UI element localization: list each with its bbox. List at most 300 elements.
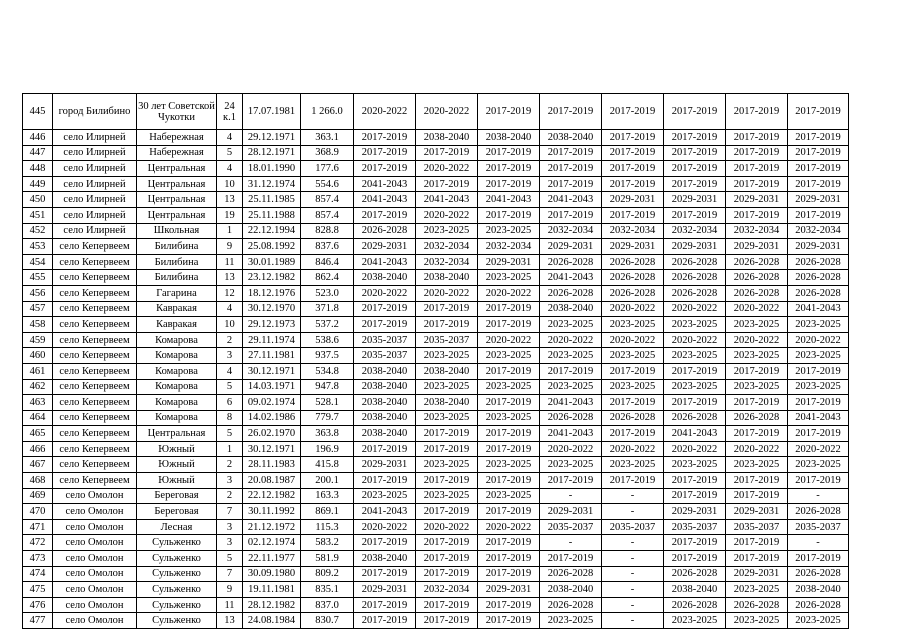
cell-period-2: 2023-2025 [416, 488, 478, 504]
cell-commissioning-date: 25.08.1992 [243, 239, 301, 255]
cell-row-number: 451 [23, 207, 53, 223]
cell-period-5: 2026-2028 [602, 270, 664, 286]
cell-period-5: 2023-2025 [602, 317, 664, 333]
cell-area: 115.3 [301, 519, 354, 535]
cell-street: Центральная [137, 176, 217, 192]
cell-row-number: 474 [23, 566, 53, 582]
cell-period-5: 2023-2025 [602, 348, 664, 364]
cell-period-4: 2023-2025 [540, 317, 602, 333]
cell-commissioning-date: 23.12.1982 [243, 270, 301, 286]
cell-period-4: - [540, 535, 602, 551]
cell-period-4: 2023-2025 [540, 457, 602, 473]
table-row [23, 504, 849, 520]
cell-period-6: 2023-2025 [664, 379, 726, 395]
cell-commissioning-date: 21.12.1972 [243, 519, 301, 535]
cell-settlement: село Омолон [53, 488, 137, 504]
cell-period-6: 2026-2028 [664, 285, 726, 301]
cell-period-7: 2017-2019 [726, 94, 788, 130]
cell-period-3: 2017-2019 [478, 613, 540, 629]
cell-area: 581.9 [301, 551, 354, 567]
table-row [23, 395, 849, 411]
cell-commissioning-date: 22.12.1982 [243, 488, 301, 504]
cell-period-3: 2017-2019 [478, 441, 540, 457]
cell-settlement: село Илирней [53, 176, 137, 192]
cell-street: Сульженко [137, 551, 217, 567]
cell-house-number: 9 [217, 239, 243, 255]
cell-period-5: 2029-2031 [602, 239, 664, 255]
table-row [23, 130, 849, 146]
cell-commissioning-date: 27.11.1981 [243, 348, 301, 364]
cell-period-5: - [602, 488, 664, 504]
cell-period-6: 2029-2031 [664, 239, 726, 255]
cell-period-1: 2038-2040 [354, 551, 416, 567]
cell-house-number: 12 [217, 285, 243, 301]
cell-period-7: 2026-2028 [726, 410, 788, 426]
cell-commissioning-date: 22.12.1994 [243, 223, 301, 239]
cell-commissioning-date: 18.12.1976 [243, 285, 301, 301]
cell-period-1: 2017-2019 [354, 207, 416, 223]
cell-period-4: 2017-2019 [540, 161, 602, 177]
cell-street: Комарова [137, 348, 217, 364]
cell-period-6: 2017-2019 [664, 176, 726, 192]
cell-commissioning-date: 25.11.1985 [243, 192, 301, 208]
cell-settlement: село Омолон [53, 597, 137, 613]
cell-street: Береговая [137, 504, 217, 520]
cell-period-1: 2038-2040 [354, 395, 416, 411]
cell-period-7: 2017-2019 [726, 426, 788, 442]
cell-period-5: - [602, 504, 664, 520]
cell-period-4: 2038-2040 [540, 130, 602, 146]
cell-period-3: 2017-2019 [478, 161, 540, 177]
cell-period-7: 2035-2037 [726, 519, 788, 535]
cell-row-number: 446 [23, 130, 53, 146]
cell-period-1: 2017-2019 [354, 613, 416, 629]
cell-commissioning-date: 29.11.1974 [243, 332, 301, 348]
cell-period-6: 2029-2031 [664, 504, 726, 520]
cell-period-1: 2017-2019 [354, 597, 416, 613]
cell-street: Южный [137, 457, 217, 473]
table-row [23, 457, 849, 473]
cell-period-5: - [602, 597, 664, 613]
cell-period-7: 2029-2031 [726, 504, 788, 520]
cell-area: 869.1 [301, 504, 354, 520]
cell-period-1: 2017-2019 [354, 161, 416, 177]
cell-house-number: 11 [217, 254, 243, 270]
cell-period-8: 2017-2019 [788, 426, 849, 442]
cell-house-number: 3 [217, 519, 243, 535]
cell-period-7: 2023-2025 [726, 613, 788, 629]
cell-street: Сульженко [137, 535, 217, 551]
cell-period-4: 2041-2043 [540, 426, 602, 442]
cell-period-2: 2023-2025 [416, 410, 478, 426]
cell-period-6: 2017-2019 [664, 94, 726, 130]
cell-period-8: 2023-2025 [788, 317, 849, 333]
cell-period-3: 2023-2025 [478, 457, 540, 473]
cell-period-8: 2017-2019 [788, 145, 849, 161]
cell-period-4: 2026-2028 [540, 597, 602, 613]
cell-period-6: 2017-2019 [664, 207, 726, 223]
cell-period-4: 2038-2040 [540, 301, 602, 317]
cell-period-3: 2017-2019 [478, 535, 540, 551]
cell-street: Комарова [137, 363, 217, 379]
cell-period-2: 2017-2019 [416, 176, 478, 192]
cell-period-7: 2020-2022 [726, 332, 788, 348]
cell-period-2: 2017-2019 [416, 597, 478, 613]
cell-period-1: 2038-2040 [354, 410, 416, 426]
cell-row-number: 457 [23, 301, 53, 317]
cell-period-5: 2020-2022 [602, 441, 664, 457]
cell-period-2: 2020-2022 [416, 94, 478, 130]
cell-settlement: село Кепервеем [53, 332, 137, 348]
cell-period-2: 2017-2019 [416, 535, 478, 551]
table-row [23, 207, 849, 223]
cell-house-number: 4 [217, 130, 243, 146]
cell-period-1: 2017-2019 [354, 130, 416, 146]
cell-commissioning-date: 28.12.1982 [243, 597, 301, 613]
cell-period-2: 2017-2019 [416, 613, 478, 629]
cell-area: 846.4 [301, 254, 354, 270]
cell-period-7: 2017-2019 [726, 176, 788, 192]
cell-row-number: 460 [23, 348, 53, 364]
cell-commissioning-date: 29.12.1971 [243, 130, 301, 146]
cell-period-4: 2017-2019 [540, 207, 602, 223]
cell-period-6: 2041-2043 [664, 426, 726, 442]
cell-area: 779.7 [301, 410, 354, 426]
cell-house-number: 19 [217, 207, 243, 223]
cell-period-7: 2020-2022 [726, 301, 788, 317]
cell-period-6: 2023-2025 [664, 317, 726, 333]
cell-period-7: 2026-2028 [726, 254, 788, 270]
table-row [23, 426, 849, 442]
cell-period-3: 2017-2019 [478, 597, 540, 613]
cell-period-7: 2017-2019 [726, 473, 788, 489]
cell-period-6: 2026-2028 [664, 597, 726, 613]
cell-period-6: 2026-2028 [664, 254, 726, 270]
cell-row-number: 456 [23, 285, 53, 301]
cell-period-7: 2026-2028 [726, 285, 788, 301]
cell-period-8: 2017-2019 [788, 130, 849, 146]
cell-period-6: 2017-2019 [664, 535, 726, 551]
table-row [23, 94, 849, 130]
cell-period-7: 2029-2031 [726, 192, 788, 208]
cell-commissioning-date: 14.03.1971 [243, 379, 301, 395]
cell-house-number: 1 [217, 441, 243, 457]
cell-period-8: 2023-2025 [788, 457, 849, 473]
table-row [23, 410, 849, 426]
cell-settlement: село Кепервеем [53, 410, 137, 426]
cell-house-number: 10 [217, 176, 243, 192]
cell-period-2: 2017-2019 [416, 504, 478, 520]
cell-house-number: 5 [217, 426, 243, 442]
cell-period-1: 2035-2037 [354, 348, 416, 364]
cell-row-number: 469 [23, 488, 53, 504]
cell-period-8: 2026-2028 [788, 597, 849, 613]
cell-area: 830.7 [301, 613, 354, 629]
cell-house-number: 13 [217, 270, 243, 286]
cell-period-5: 2020-2022 [602, 332, 664, 348]
cell-period-2: 2017-2019 [416, 426, 478, 442]
cell-period-6: 2020-2022 [664, 332, 726, 348]
cell-area: 837.0 [301, 597, 354, 613]
cell-period-4: 2023-2025 [540, 379, 602, 395]
cell-house-number: 10 [217, 317, 243, 333]
cell-house-number: 2 [217, 488, 243, 504]
cell-period-5: 2017-2019 [602, 145, 664, 161]
cell-period-1: 2038-2040 [354, 270, 416, 286]
housing-repair-schedule-table [22, 93, 849, 629]
cell-house-number: 4 [217, 301, 243, 317]
cell-period-2: 2017-2019 [416, 566, 478, 582]
cell-period-6: 2023-2025 [664, 348, 726, 364]
cell-period-4: - [540, 488, 602, 504]
cell-period-6: 2026-2028 [664, 410, 726, 426]
cell-area: 809.2 [301, 566, 354, 582]
cell-period-3: 2038-2040 [478, 130, 540, 146]
table-row [23, 270, 849, 286]
table-row [23, 582, 849, 598]
table-row [23, 613, 849, 629]
cell-row-number: 471 [23, 519, 53, 535]
cell-period-2: 2017-2019 [416, 317, 478, 333]
cell-house-number: 5 [217, 551, 243, 567]
cell-period-6: 2017-2019 [664, 363, 726, 379]
cell-row-number: 477 [23, 613, 53, 629]
cell-settlement: город Билибино [53, 94, 137, 130]
cell-area: 368.9 [301, 145, 354, 161]
cell-period-2: 2038-2040 [416, 270, 478, 286]
cell-area: 415.8 [301, 457, 354, 473]
cell-period-2: 2038-2040 [416, 363, 478, 379]
cell-period-1: 2020-2022 [354, 519, 416, 535]
cell-period-4: 2023-2025 [540, 348, 602, 364]
cell-period-8: 2017-2019 [788, 551, 849, 567]
cell-period-6: 2038-2040 [664, 582, 726, 598]
cell-street: Сульженко [137, 566, 217, 582]
cell-period-2: 2020-2022 [416, 207, 478, 223]
cell-area: 371.8 [301, 301, 354, 317]
cell-row-number: 467 [23, 457, 53, 473]
cell-commissioning-date: 30.01.1989 [243, 254, 301, 270]
cell-period-8: 2017-2019 [788, 207, 849, 223]
cell-commissioning-date: 17.07.1981 [243, 94, 301, 130]
cell-period-8: 2017-2019 [788, 473, 849, 489]
cell-period-3: 2017-2019 [478, 551, 540, 567]
cell-settlement: село Кепервеем [53, 441, 137, 457]
cell-period-6: 2017-2019 [664, 161, 726, 177]
cell-period-5: 2035-2037 [602, 519, 664, 535]
cell-house-number: 24 к.1 [217, 94, 243, 130]
cell-period-7: 2026-2028 [726, 597, 788, 613]
table-row [23, 535, 849, 551]
cell-period-3: 2020-2022 [478, 332, 540, 348]
cell-house-number: 13 [217, 192, 243, 208]
cell-period-8: 2029-2031 [788, 192, 849, 208]
table-row [23, 192, 849, 208]
cell-house-number: 9 [217, 582, 243, 598]
cell-area: 528.1 [301, 395, 354, 411]
cell-period-5: - [602, 551, 664, 567]
cell-street: Билибина [137, 239, 217, 255]
cell-commissioning-date: 24.08.1984 [243, 613, 301, 629]
cell-period-1: 2017-2019 [354, 473, 416, 489]
cell-period-3: 2017-2019 [478, 317, 540, 333]
cell-street: 30 лет Советской Чукотки [137, 94, 217, 130]
cell-period-3: 2023-2025 [478, 270, 540, 286]
cell-period-3: 2017-2019 [478, 207, 540, 223]
cell-commissioning-date: 28.11.1983 [243, 457, 301, 473]
cell-area: 837.6 [301, 239, 354, 255]
cell-period-4: 2029-2031 [540, 239, 602, 255]
cell-period-8: 2023-2025 [788, 613, 849, 629]
cell-street: Центральная [137, 207, 217, 223]
cell-period-7: 2017-2019 [726, 207, 788, 223]
cell-period-4: 2041-2043 [540, 395, 602, 411]
cell-period-8: 2032-2034 [788, 223, 849, 239]
cell-period-6: 2029-2031 [664, 192, 726, 208]
cell-period-8: 2026-2028 [788, 285, 849, 301]
cell-period-2: 2035-2037 [416, 332, 478, 348]
cell-street: Южный [137, 473, 217, 489]
cell-period-3: 2023-2025 [478, 348, 540, 364]
cell-period-1: 2017-2019 [354, 535, 416, 551]
cell-row-number: 448 [23, 161, 53, 177]
cell-area: 835.1 [301, 582, 354, 598]
cell-period-7: 2017-2019 [726, 363, 788, 379]
cell-period-6: 2035-2037 [664, 519, 726, 535]
cell-house-number: 6 [217, 395, 243, 411]
cell-house-number: 8 [217, 410, 243, 426]
cell-house-number: 4 [217, 161, 243, 177]
cell-period-8: 2017-2019 [788, 161, 849, 177]
cell-period-7: 2017-2019 [726, 145, 788, 161]
cell-area: 163.3 [301, 488, 354, 504]
cell-period-1: 2017-2019 [354, 145, 416, 161]
cell-period-6: 2023-2025 [664, 613, 726, 629]
cell-house-number: 2 [217, 332, 243, 348]
cell-street: Центральная [137, 192, 217, 208]
cell-period-3: 2017-2019 [478, 301, 540, 317]
cell-settlement: село Кепервеем [53, 270, 137, 286]
cell-area: 538.6 [301, 332, 354, 348]
cell-house-number: 7 [217, 566, 243, 582]
cell-commissioning-date: 29.12.1973 [243, 317, 301, 333]
cell-row-number: 447 [23, 145, 53, 161]
cell-house-number: 3 [217, 473, 243, 489]
cell-period-2: 2032-2034 [416, 582, 478, 598]
cell-period-8: 2041-2043 [788, 410, 849, 426]
cell-settlement: село Кепервеем [53, 426, 137, 442]
cell-period-1: 2041-2043 [354, 176, 416, 192]
cell-period-5: 2020-2022 [602, 301, 664, 317]
cell-period-1: 2020-2022 [354, 285, 416, 301]
cell-street: Набережная [137, 145, 217, 161]
cell-house-number: 7 [217, 504, 243, 520]
cell-commissioning-date: 30.11.1992 [243, 504, 301, 520]
cell-period-2: 2020-2022 [416, 161, 478, 177]
cell-settlement: село Омолон [53, 519, 137, 535]
cell-settlement: село Омолон [53, 566, 137, 582]
cell-period-2: 2023-2025 [416, 457, 478, 473]
cell-period-4: 2029-2031 [540, 504, 602, 520]
cell-period-4: 2017-2019 [540, 551, 602, 567]
cell-period-5: 2017-2019 [602, 94, 664, 130]
cell-settlement: село Кепервеем [53, 395, 137, 411]
cell-period-3: 2017-2019 [478, 145, 540, 161]
cell-period-2: 2017-2019 [416, 145, 478, 161]
table-row [23, 473, 849, 489]
cell-area: 534.8 [301, 363, 354, 379]
cell-street: Сульженко [137, 597, 217, 613]
cell-period-8: 2017-2019 [788, 395, 849, 411]
cell-period-6: 2032-2034 [664, 223, 726, 239]
cell-settlement: село Илирней [53, 192, 137, 208]
cell-row-number: 461 [23, 363, 53, 379]
table-row [23, 519, 849, 535]
table-row [23, 332, 849, 348]
cell-period-5: 2026-2028 [602, 410, 664, 426]
cell-period-3: 2020-2022 [478, 285, 540, 301]
cell-period-4: 2020-2022 [540, 441, 602, 457]
cell-area: 537.2 [301, 317, 354, 333]
cell-period-1: 2038-2040 [354, 426, 416, 442]
table-row [23, 145, 849, 161]
cell-row-number: 468 [23, 473, 53, 489]
cell-period-4: 2038-2040 [540, 582, 602, 598]
cell-period-2: 2032-2034 [416, 239, 478, 255]
cell-settlement: село Илирней [53, 161, 137, 177]
cell-period-8: 2020-2022 [788, 332, 849, 348]
table-row [23, 488, 849, 504]
cell-row-number: 449 [23, 176, 53, 192]
cell-house-number: 11 [217, 597, 243, 613]
cell-period-2: 2041-2043 [416, 192, 478, 208]
cell-street: Кавракая [137, 317, 217, 333]
cell-period-1: 2029-2031 [354, 239, 416, 255]
cell-period-4: 2026-2028 [540, 410, 602, 426]
cell-commissioning-date: 30.12.1970 [243, 301, 301, 317]
cell-row-number: 476 [23, 597, 53, 613]
cell-row-number: 473 [23, 551, 53, 567]
cell-period-7: 2023-2025 [726, 457, 788, 473]
cell-period-4: 2041-2043 [540, 270, 602, 286]
cell-street: Береговая [137, 488, 217, 504]
cell-row-number: 464 [23, 410, 53, 426]
cell-street: Кавракая [137, 301, 217, 317]
cell-area: 947.8 [301, 379, 354, 395]
cell-row-number: 459 [23, 332, 53, 348]
cell-period-1: 2038-2040 [354, 363, 416, 379]
cell-commissioning-date: 02.12.1974 [243, 535, 301, 551]
cell-period-8: 2023-2025 [788, 379, 849, 395]
cell-settlement: село Илирней [53, 223, 137, 239]
table-row [23, 551, 849, 567]
cell-period-8: 2041-2043 [788, 301, 849, 317]
cell-house-number: 13 [217, 613, 243, 629]
cell-period-7: 2029-2031 [726, 239, 788, 255]
cell-period-5: - [602, 582, 664, 598]
cell-period-4: 2032-2034 [540, 223, 602, 239]
cell-row-number: 463 [23, 395, 53, 411]
cell-period-7: 2020-2022 [726, 441, 788, 457]
cell-commissioning-date: 18.01.1990 [243, 161, 301, 177]
cell-period-1: 2023-2025 [354, 488, 416, 504]
cell-period-8: 2029-2031 [788, 239, 849, 255]
cell-settlement: село Кепервеем [53, 254, 137, 270]
cell-period-3: 2017-2019 [478, 566, 540, 582]
cell-period-6: 2020-2022 [664, 441, 726, 457]
cell-period-5: 2032-2034 [602, 223, 664, 239]
cell-area: 554.6 [301, 176, 354, 192]
